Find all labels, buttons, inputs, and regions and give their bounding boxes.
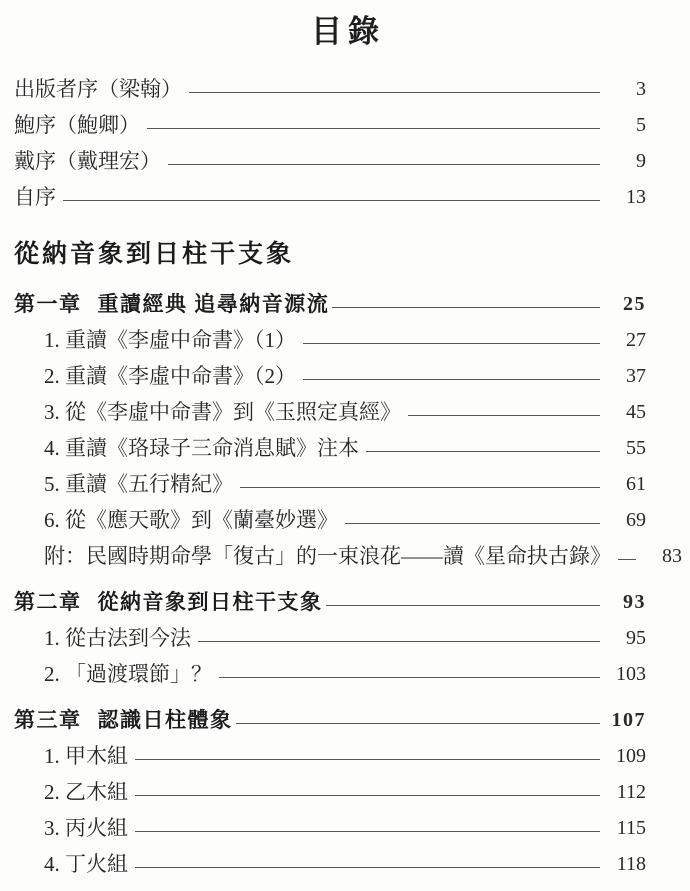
leader-line	[345, 523, 600, 524]
page-number: 37	[626, 365, 646, 387]
leader-line	[135, 795, 600, 796]
page-number: 112	[616, 781, 646, 803]
toc-entry-label: 2. 「過渡環節」？	[44, 662, 212, 686]
leader-line	[236, 723, 600, 724]
toc-row-item	[14, 781, 646, 804]
chapter-number: 第三章	[14, 708, 82, 732]
leader-line	[618, 559, 636, 560]
leader-line	[135, 867, 600, 868]
page-number: 55	[626, 437, 646, 459]
toc-entry-label: 1. 重讀《李虛中命書》（1）	[44, 328, 296, 352]
toc-row-front	[14, 78, 646, 101]
toc-row-chapter	[14, 293, 646, 316]
page-number: 93	[623, 591, 646, 613]
leader-line	[168, 164, 600, 165]
toc-entry-label: 4. 重讀《珞琭子三命消息賦》注本	[44, 436, 359, 460]
chapter-title: 重讀經典 追尋納音源流	[97, 292, 330, 316]
toc-row-item	[14, 627, 646, 650]
part-heading: 從納音象到日柱干支象	[14, 241, 295, 268]
toc-entry-label: 1. 甲木組	[44, 744, 128, 768]
page-number: 118	[616, 853, 646, 875]
toc-row-item	[14, 401, 646, 424]
toc-row-item	[14, 437, 646, 460]
toc-entry-label: 1. 從古法到今法	[44, 626, 191, 650]
toc-row-chapter	[14, 591, 646, 614]
page-number: 95	[626, 627, 646, 649]
leader-line	[198, 641, 600, 642]
toc-row-item	[14, 473, 646, 496]
toc-row-item	[14, 544, 682, 568]
toc-row-item	[14, 817, 646, 840]
page-number: 61	[626, 473, 646, 495]
toc-entry-label: 2. 乙木組	[44, 780, 128, 804]
toc-entry-label: 自序	[14, 185, 56, 209]
toc-row-item	[14, 745, 646, 768]
toc-entry-label: 6. 從《應天歌》到《蘭臺妙選》	[44, 508, 338, 532]
page-number: 13	[626, 186, 646, 208]
toc-row-item	[14, 509, 646, 532]
toc-row-front	[14, 114, 646, 137]
page-number: 27	[626, 329, 646, 351]
chapter-number: 第二章	[14, 590, 82, 614]
leader-line	[332, 307, 600, 308]
title-wrap	[0, 12, 690, 52]
leader-line	[135, 831, 600, 832]
toc-entry-label: 4. 丁火組	[44, 852, 128, 876]
toc-entry-label: 2. 重讀《李虛中命書》（2）	[44, 364, 296, 388]
toc-entry-label: 3. 從《李虛中命書》到《玉照定真經》	[44, 400, 401, 424]
page-number: 83	[662, 545, 682, 567]
toc-entry-label: 附：民國時期命學「復古」的一束浪花——讀《星命抉古錄》	[44, 544, 611, 568]
chapter-number: 第一章	[14, 292, 82, 316]
chapter-title: 從納音象到日柱干支象	[97, 590, 323, 614]
toc-row-front	[14, 186, 646, 209]
leader-line	[326, 605, 601, 606]
leader-line	[189, 92, 600, 93]
toc-entry-label: 5. 重讀《五行精紀》	[44, 472, 233, 496]
page-number: 45	[626, 401, 646, 423]
leader-line	[135, 759, 600, 760]
toc-row-item	[14, 365, 646, 388]
toc-entry-label: 出版者序（梁翰）	[14, 77, 182, 101]
leader-line	[303, 343, 600, 344]
leader-line	[219, 677, 600, 678]
toc-row-item	[14, 329, 646, 352]
toc-entry-label: 3. 丙火組	[44, 816, 128, 840]
leader-line	[303, 379, 600, 380]
leader-line	[147, 128, 600, 129]
page-number: 25	[623, 293, 646, 315]
page-number: 69	[626, 509, 646, 531]
toc-entry-label: 戴序（戴理宏）	[14, 149, 161, 173]
page-number: 115	[616, 817, 646, 839]
page-number: 3	[636, 78, 646, 100]
chapter-title: 認識日柱體象	[97, 708, 233, 732]
page-number: 9	[636, 150, 646, 172]
page-title: 目錄	[311, 14, 385, 49]
leader-line	[366, 451, 600, 452]
leader-line	[240, 487, 600, 488]
leader-line	[63, 200, 600, 201]
page-number: 5	[636, 114, 646, 136]
page-number: 103	[616, 663, 646, 685]
toc-row-front	[14, 150, 646, 173]
page-number: 109	[616, 745, 646, 767]
toc-row-chapter	[14, 709, 646, 732]
leader-line	[408, 415, 600, 416]
toc-row-item	[14, 663, 646, 686]
toc-entry-label: 鮑序（鮑卿）	[14, 113, 140, 137]
page-number: 107	[611, 709, 646, 731]
toc-row-item	[14, 853, 646, 876]
